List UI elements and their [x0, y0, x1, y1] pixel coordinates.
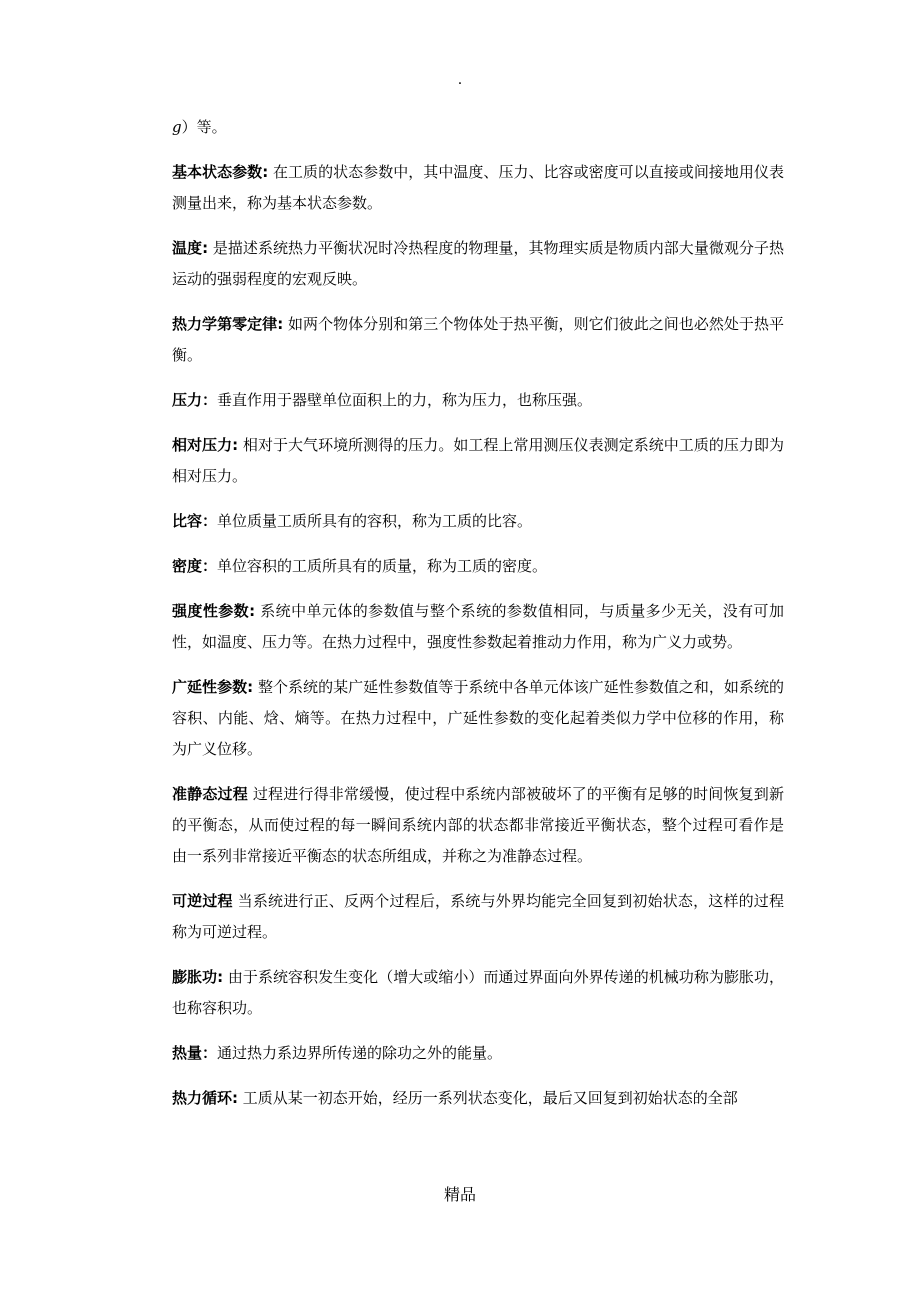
- definition-term: 热力循环: [172, 1089, 233, 1107]
- intro-rest: ）等。: [181, 118, 227, 136]
- page-header-mark: .: [457, 72, 463, 88]
- definition-text: 由于系统容积发生变化（增大或缩小）而通过界面向外界传递的机械功称为膨胀功，也称容积功。: [172, 968, 784, 1017]
- definition-separator: :: [247, 678, 254, 696]
- definition-term: 相对压力: [172, 436, 233, 454]
- definition-text: 单位容积的工质所具有的质量，称为工质的密度。: [217, 557, 548, 575]
- definition-separator: :: [277, 315, 284, 333]
- definition-text: 如两个物体分别和第三个物体处于热平衡，则它们彼此之间也必然处于热平衡。: [172, 315, 784, 364]
- definition-separator: ：: [202, 557, 218, 575]
- definition-term: 压力: [172, 391, 203, 409]
- definition-specific-volume: [172, 506, 784, 537]
- document-body: [172, 112, 784, 1128]
- definition-quasi-static-process: [172, 779, 784, 872]
- page-footer-label: 精品: [443, 1185, 476, 1204]
- definition-text: 单位质量工质所具有的容积，称为工质的比容。: [217, 512, 533, 530]
- definition-text: 工质从某一初态开始，经历一系列状态变化，最后又回复到初始状态的全部: [238, 1089, 738, 1107]
- definition-text: 是描述系统热力平衡状况时冷热程度的物理量，其物理实质是物质内部大量微观分子热运动的强弱程度的宏观反映。: [172, 239, 784, 288]
- definition-text: 整个系统的某广延性参数值等于系统中各单元体该广延性参数值之和，如系统的容积、内能、焓、熵等。在热力过程中，广延性参数的变化起着类似力学中位移的作用，称为广义位移。: [172, 678, 784, 758]
- definition-intensive-parameters: [172, 596, 784, 658]
- definition-relative-pressure: [172, 430, 784, 492]
- definition-separator: :: [262, 163, 269, 181]
- intro-variable: g: [172, 118, 182, 136]
- definition-heat: [172, 1038, 784, 1069]
- definition-zeroth-law: [172, 309, 784, 371]
- definition-separator: :: [217, 968, 224, 986]
- definition-text: 系统中单元体的参数值与整个系统的参数值相同，与质量多少无关，没有可加性，如温度、压力等。在热力过程中，强度性参数起着推动力作用，称为广义力或势。: [172, 602, 784, 651]
- definition-basic-state-parameters: [172, 157, 784, 219]
- definition-term: 热力学第零定律: [172, 315, 278, 333]
- definition-extensive-parameters: [172, 672, 784, 765]
- intro-line: [172, 112, 784, 143]
- definition-term: 广延性参数: [172, 678, 248, 696]
- definition-term: 比容: [172, 512, 203, 530]
- definition-text: 垂直作用于器壁单位面积上的力，称为压力，也称压强。: [217, 391, 593, 409]
- definition-separator: :: [249, 602, 256, 620]
- definition-term: 膨胀功: [172, 968, 218, 986]
- definition-temperature: [172, 233, 784, 295]
- definition-term: 温度: [172, 239, 203, 257]
- definition-text: 在工质的状态参数中，其中温度、压力、比容或密度可以直接或间接地用仪表测量出来，称为基本状态参数。: [172, 163, 784, 212]
- definition-separator: :: [232, 1089, 239, 1107]
- definition-term: 可逆过程: [172, 892, 233, 910]
- definition-text: 当系统进行正、反两个过程后，系统与外界均能完全回复到初始状态，这样的过程称为可逆过程。: [172, 892, 784, 941]
- definition-expansion-work: [172, 962, 784, 1024]
- definition-term: 强度性参数: [172, 602, 250, 620]
- definition-term: 基本状态参数: [172, 163, 263, 181]
- definition-term: 热量: [172, 1044, 203, 1062]
- definition-separator: :: [232, 436, 239, 454]
- definition-term: 密度: [172, 557, 203, 575]
- definition-pressure: [172, 385, 784, 416]
- definition-separator: :: [202, 239, 209, 257]
- definition-text: 过程进行得非常缓慢，使过程中系统内部被破坏了的平衡有足够的时间恢复到新的平衡态，从而使过程的每一瞬间系统内部的状态都非常接近平衡状态，整个过程可看作是由一系列非常接近平衡态的状态所组成，并称之为准静态过程。: [172, 785, 784, 865]
- definition-separator: ：: [202, 512, 218, 530]
- definition-thermodynamic-cycle: [172, 1083, 784, 1114]
- definition-text: 通过热力系边界所传递的除功之外的能量。: [217, 1044, 503, 1062]
- definition-separator: ：: [202, 1044, 218, 1062]
- definition-separator: ：: [202, 391, 218, 409]
- definition-term: 准静态过程: [172, 785, 248, 803]
- definition-density: [172, 551, 784, 582]
- definition-text: 相对于大气环境所测得的压力。如工程上常用测压仪表测定系统中工质的压力即为相对压力。: [172, 436, 784, 485]
- definition-reversible-process: [172, 886, 784, 948]
